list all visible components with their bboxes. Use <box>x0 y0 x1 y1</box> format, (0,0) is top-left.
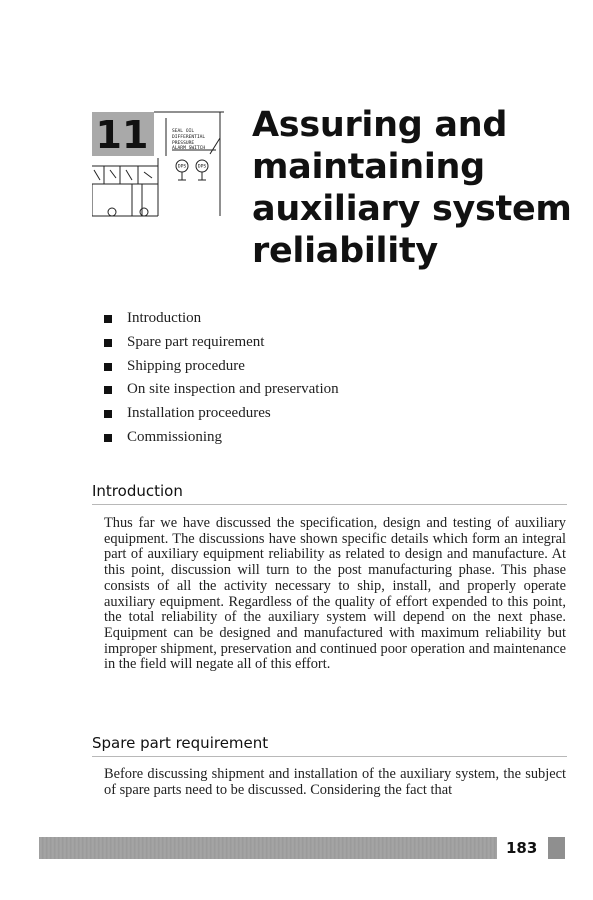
list-item-label: Installation proceedures <box>127 405 271 422</box>
list-item <box>104 378 339 402</box>
page-number: 183 <box>506 839 538 857</box>
section-body-spare-part-requirement: Before discussing shipment and installation of the auxiliary system, the subject of spare parts need to be discussed. Considering the fact that <box>104 766 566 798</box>
chapter-badge <box>92 108 224 218</box>
chapter-number: 11 <box>95 113 149 157</box>
chapter-title-line: auxiliary system <box>252 189 572 229</box>
section-divider <box>92 756 567 757</box>
footer-bar <box>39 837 497 859</box>
chapter-contents-list <box>104 307 339 450</box>
section-body-introduction: Thus far we have discussed the specification, design and testing of auxiliary equipment. The discussions have shown specific details which form an integral part of auxiliary equipment reliability as related to design and manufacture. At this point, discussion will turn to the post manufacturing phase. This phase consists of all the activity necessary to ship, install, and properly operate auxiliary equipment. Regardless of the quality of effort expended to this point, the total reliability of the auxiliary system will depend on the next phase. Equipment can be designed and manufactured with maximum reliability but improper shipment, preservation and continued poor operation and maintenance in the field will negate all of this effort. <box>104 515 566 673</box>
section-heading-spare-part-requirement: Spare part requirement <box>92 734 269 752</box>
section-heading-introduction: Introduction <box>92 482 183 500</box>
footer-marker <box>548 837 565 859</box>
list-item <box>104 307 339 331</box>
list-item <box>104 402 339 426</box>
list-item-label: On site inspection and preservation <box>127 381 339 398</box>
svg-text:ALARM SWITCH: ALARM SWITCH <box>172 146 206 151</box>
square-bullet-icon <box>104 339 112 347</box>
chapter-title <box>252 104 582 272</box>
chapter-schematic-figure <box>92 108 224 218</box>
square-bullet-icon <box>104 410 112 418</box>
chapter-title-line: Assuring and <box>252 105 508 145</box>
square-bullet-icon <box>104 434 112 442</box>
chapter-title-line: reliability <box>252 231 438 271</box>
section-divider <box>92 504 567 505</box>
chapter-title-line: maintaining <box>252 147 485 187</box>
svg-text:DPS: DPS <box>197 164 207 170</box>
svg-text:DPS: DPS <box>177 164 187 170</box>
list-item-label: Spare part requirement <box>127 333 265 350</box>
list-item-label: Introduction <box>127 310 202 326</box>
list-item-label: Shipping procedure <box>127 357 245 374</box>
list-item <box>104 355 339 379</box>
square-bullet-icon <box>104 363 112 371</box>
list-item-label: Commissioning <box>127 428 223 445</box>
square-bullet-icon <box>104 386 112 394</box>
svg-text:DIFFERENTIAL: DIFFERENTIAL <box>172 135 206 140</box>
square-bullet-icon <box>104 315 112 323</box>
svg-text:PRESSURE: PRESSURE <box>172 141 195 146</box>
svg-text:SEAL OIL: SEAL OIL <box>172 129 195 134</box>
list-item <box>104 331 339 355</box>
list-item <box>104 426 339 450</box>
